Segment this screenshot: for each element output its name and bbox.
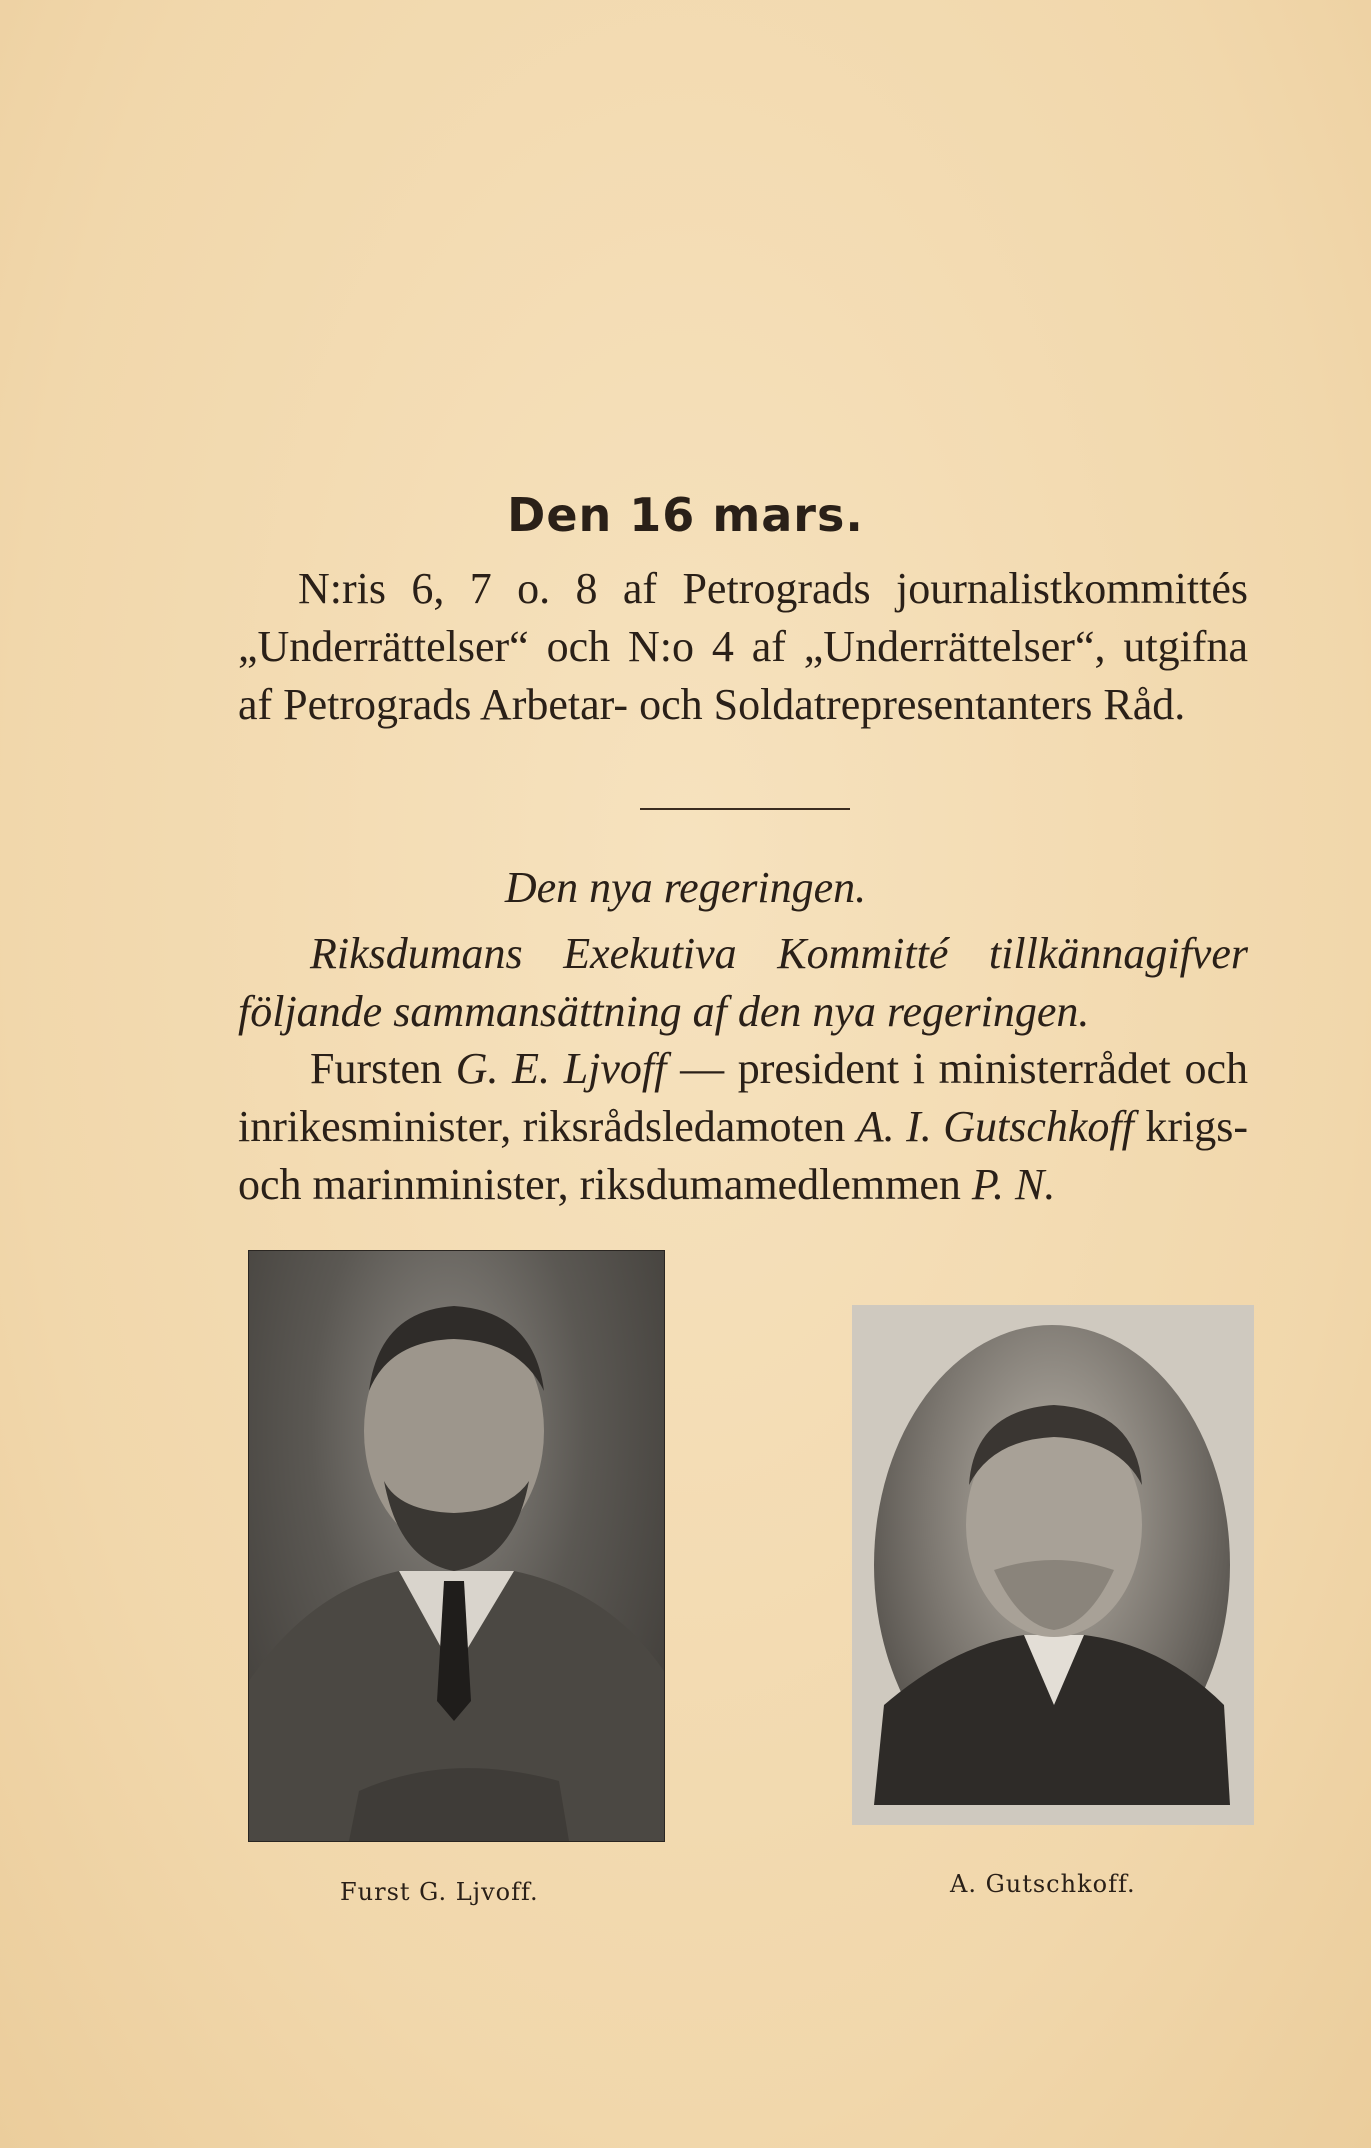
caption-gutschkoff: A. Gutschkoff. bbox=[950, 1870, 1136, 1898]
portrait-oval bbox=[874, 1325, 1230, 1805]
page-title: Den 16 mars. bbox=[507, 488, 864, 542]
text-fragment: Fursten bbox=[310, 1044, 456, 1093]
announcement-paragraph: Riksdumans Exekutiva Kommitté tillkännagifver följande sammansättning af den nya regeringen. bbox=[238, 929, 1248, 1036]
name-gutschkoff: A. I. Gutschkoff bbox=[856, 1102, 1134, 1151]
name-pn: P. N. bbox=[971, 1160, 1056, 1209]
caption-ljvoff: Furst G. Ljvoff. bbox=[340, 1878, 539, 1906]
portrait-ljvoff bbox=[248, 1250, 665, 1842]
text-fragment: — president i ministerrådet och inrikesminister, riksrådsledamoten bbox=[238, 1044, 1248, 1151]
government-paragraph bbox=[238, 1040, 1248, 1214]
intro-paragraph: N:ris 6, 7 o. 8 af Petrograds journalistkommittés „Underrättelser“ och N:o 4 af „Underrättelser“, utgifna af Petrograds Arbetar- och Soldatrepresentanters Råd. bbox=[238, 564, 1248, 729]
portrait-gutschkoff-drawing bbox=[874, 1325, 1230, 1805]
section-heading: Den nya regeringen. bbox=[504, 863, 867, 912]
divider bbox=[640, 808, 850, 810]
name-ljvoff: G. E. Ljvoff bbox=[455, 1044, 667, 1093]
portrait-ljvoff-drawing bbox=[249, 1251, 664, 1841]
text-fragment: krigs- och marinminister, riksdumamedlemmen bbox=[238, 1102, 1248, 1209]
portrait-gutschkoff bbox=[852, 1305, 1254, 1825]
